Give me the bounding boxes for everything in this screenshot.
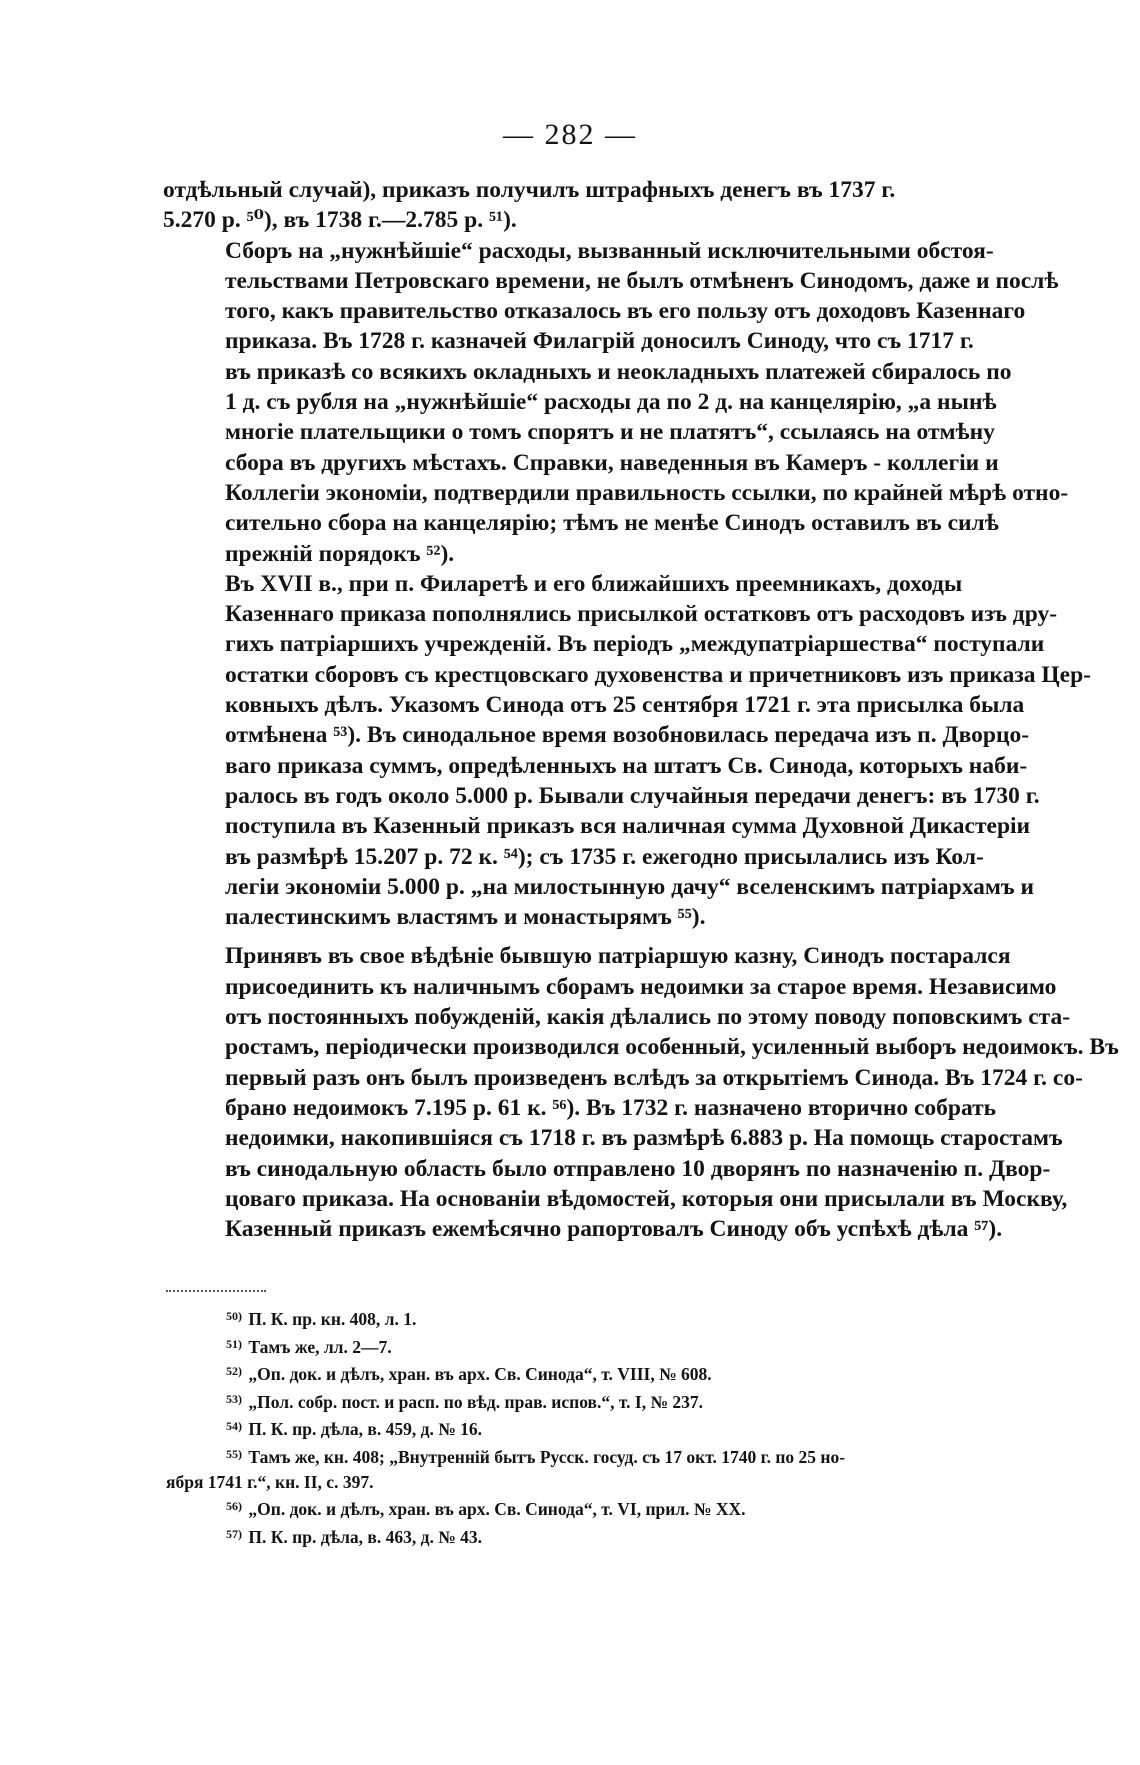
footnote-number: 56) [226,1499,242,1514]
footnote-separator [166,1290,266,1292]
footnote-number: 57) [226,1526,242,1541]
footnote-text: Тамъ же, кн. 408; „Внутренній бытъ Русск. госуд. съ 17 окт. 1740 г. по 25 но- [248,1446,846,1467]
text-line: остатки сборовъ съ крестцовскаго духовенства и причетниковъ изъ приказа Цер- [225,661,1092,688]
footnote-text: П. К. пр. кн. 408, л. 1. [248,1309,417,1329]
footnote-text: П. К. пр. дѣла, в. 463, д. № 43. [248,1526,483,1547]
text-line: отдѣльный случай), приказъ получилъ штрафныхъ денегъ въ 1737 г. [163,177,896,203]
text-line: Въ XVII в., при п. Филаретѣ и его ближайшихъ преемникахъ, доходы [225,570,963,597]
text-line: ралось въ годъ около 5.000 р. Бывали случайныя передачи денегъ: въ 1730 г. [225,782,1040,809]
text-line: Принявъ въ свое вѣдѣніе бывшую патріаршую казну, Синодъ постарался [225,943,1011,970]
footnote [166,1387,1026,1415]
footnote [166,1332,1026,1360]
page-number: — 282 — [503,118,637,151]
footnote-number: 50) [226,1309,242,1323]
text-line: прежній порядокъ ⁵²). [225,540,455,567]
paragraph [163,236,1069,569]
text-line: недоимки, накопившіяся съ 1718 г. въ размѣрѣ 6.883 р. На помощь старостамъ [225,1125,1063,1152]
footnote-number: 54) [226,1419,242,1434]
footnote-text: П. К. пр. дѣла, в. 459, д. № 16. [248,1419,483,1440]
text-line: присоединить къ наличнымъ сборамъ недоимки за старое время. Независимо [225,973,1057,1000]
text-line: легіи экономіи 5.000 р. „на милостынную дачу“ вселенскимъ патріархамъ и [225,873,1035,900]
footnote [166,1359,1026,1387]
footnote-continuation: ября 1741 г.“, кн. II, с. 397. [166,1471,374,1492]
text-line: ваго приказа суммъ, опредѣленныхъ на штатъ Св. Синода, которыхъ наби- [225,752,1028,779]
text-line: того, какъ правительство отказалось въ его пользу отъ доходовъ Казеннаго [225,298,1026,325]
footnote-text: „Оп. док. и дѣлъ, хран. въ арх. Св. Синода“, т. VIII, № 608. [248,1364,712,1385]
footnote-text: „Оп. док. и дѣлъ, хран. въ арх. Св. Синода“, т. VI, прил. № XX. [248,1499,746,1520]
text-line: гихъ патріаршихъ учрежденій. Въ періодъ „междупатріаршества“ поступали [225,631,1045,658]
text-line: отъ постоянныхъ побужденій, какія дѣлались по этому поводу поповскимъ ста- [225,1004,1071,1031]
footnote [166,1494,1026,1522]
text-line: отмѣнена ⁵³). Въ синодальное время возобновилась передача изъ п. Дворцо- [225,722,1030,749]
text-line: Сборъ на „нужнѣйшіе“ расходы, вызванный исключительными обстоя- [225,237,994,264]
body-text [163,175,1119,1244]
footnote-number: 52) [226,1364,242,1379]
text-line: въ размѣрѣ 15.207 р. 72 к. ⁵⁴); съ 1735 г. ежегодно присылались изъ Кол- [225,843,984,870]
footnote-text: Тамъ же, лл. 2—7. [248,1336,392,1357]
text-line: приказа. Въ 1728 г. казначей Филагрій доносилъ Синоду, что съ 1717 г. [225,328,974,355]
text-line: первый разъ онъ былъ произведенъ вслѣдъ за открытіемъ Синода. Въ 1724 г. со- [225,1064,1083,1091]
text-line: цоваго приказа. На основаніи вѣдомостей, которыя они присылали въ Москву, [225,1185,1068,1212]
footnote-number: 51) [226,1336,242,1351]
text-line: Казенный приказъ ежемѣсячно рапортовалъ Синоду объ успѣхѣ дѣла ⁵⁷). [225,1216,1003,1243]
footnote [166,1522,1026,1550]
footnote-number: 55) [226,1446,242,1461]
text-line: Казеннаго приказа пополнялись присылкой остатковъ отъ расходовъ изъ дру- [225,601,1058,628]
text-line: сительно сбора на канцелярію; тѣмъ не менѣе Синодъ оставилъ въ силѣ [225,510,999,537]
text-line: 1 д. съ рубля на „нужнѣйшіе“ расходы да по 2 д. на канцелярію, „а нынѣ [225,389,997,416]
paragraph [163,175,1025,236]
paragraph [163,569,1092,933]
text-line: Коллегіи экономіи, подтвердили правильность ссылки, по крайней мѣрѣ отно- [225,479,1069,506]
footnote [166,1414,1026,1442]
text-line: поступила въ Казенный приказъ вся наличная сумма Духовной Дикастеріи [225,813,1031,840]
footnote [166,1304,1026,1332]
text-line: въ приказѣ со всякихъ окладныхъ и неокладныхъ платежей сбиралось по [225,358,1012,385]
text-line: ростамъ, періодически производился особенный, усиленный выборъ недоимокъ. Въ [225,1034,1119,1061]
paragraph [163,941,1119,1244]
footnote-number: 53) [226,1391,242,1406]
text-line: многіе плательщики о томъ спорятъ и не платятъ“, ссылаясь на отмѣну [225,419,995,446]
text-line: брано недоимокъ 7.195 р. 61 к. ⁵⁶). Въ 1732 г. назначено вторично собрать [225,1094,997,1121]
text-line: ковныхъ дѣлъ. Указомъ Синода отъ 25 сентября 1721 г. эта присылка была [225,692,1025,719]
footnote-text: „Пол. собр. пост. и расп. по вѣд. прав. испов.“, т. I, № 237. [248,1391,704,1412]
footnote [166,1442,1026,1470]
text-line: сбора въ другихъ мѣстахъ. Справки, наведенныя въ Камеръ - коллегіи и [225,449,999,476]
text-line: палестинскимъ властямъ и монастырямъ ⁵⁵). [225,904,706,931]
text-line: тельствами Петровскаго времени, не былъ отмѣненъ Синодомъ, даже и послѣ [225,267,1059,294]
text-line: 5.270 р. ⁵⁰), въ 1738 г.—2.785 р. ⁵¹). [163,207,517,234]
footnotes [166,1304,1026,1549]
text-line: въ синодальную область было отправлено 10 дворянъ по назначенію п. Двор- [225,1155,1051,1182]
